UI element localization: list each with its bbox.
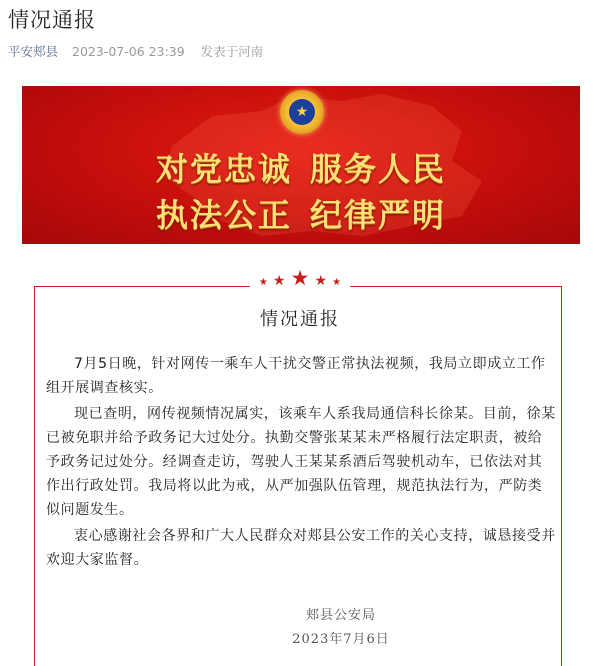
article-meta xyxy=(8,42,263,60)
notice-paragraph: 现已查明，网传视频情况属实，该乘车人系我局通信科长徐某。目前，徐某已被免职并给予政务记大过处分。执勤交警张某某未严格履行法定职责，被给予政务记过处分。经调查走访，驾驶人王某某系酒后驾驶机动车，已依法对其作出行政处罚。我局将以此为戒，从严加强队伍管理，规范执法行为，严防类似问题发生。 xyxy=(46,406,556,518)
star-icon: ★ xyxy=(258,277,268,288)
star-icon: ★ xyxy=(290,266,310,290)
publish-time: 2023-07-06 23:39 xyxy=(72,44,185,59)
notice-paragraph: 7月5日晚，针对网传一乘车人干扰交警正常执法视频，我局立即成立工作组开展调查核实。 xyxy=(46,356,546,396)
star-icon: ★ xyxy=(272,273,286,289)
star-icon: ★ xyxy=(332,277,342,288)
account-name-link[interactable]: 平安郏县 xyxy=(8,44,59,59)
publish-location: 发表于河南 xyxy=(200,44,264,59)
page-title: 情况通报 xyxy=(8,8,96,32)
notice-signature: 郏县公安局 xyxy=(305,608,376,623)
police-emblem-icon: ★ xyxy=(280,90,324,134)
star-icon: ★ xyxy=(314,273,328,289)
slogan-line-1: 对党忠诚 服务人民 xyxy=(155,150,447,188)
notice-heading: 情况通报 xyxy=(260,309,340,330)
notice-date: 2023年7月6日 xyxy=(292,632,390,647)
slogan-line-2: 执法公正 纪律严明 xyxy=(155,196,447,234)
slogan-banner-image xyxy=(22,86,580,244)
stars-decoration xyxy=(250,266,350,292)
notice-paragraph: 衷心感谢社会各界和广大人民群众对郏县公安工作的关心支持，诚恳接受并欢迎大家监督。 xyxy=(46,528,556,568)
